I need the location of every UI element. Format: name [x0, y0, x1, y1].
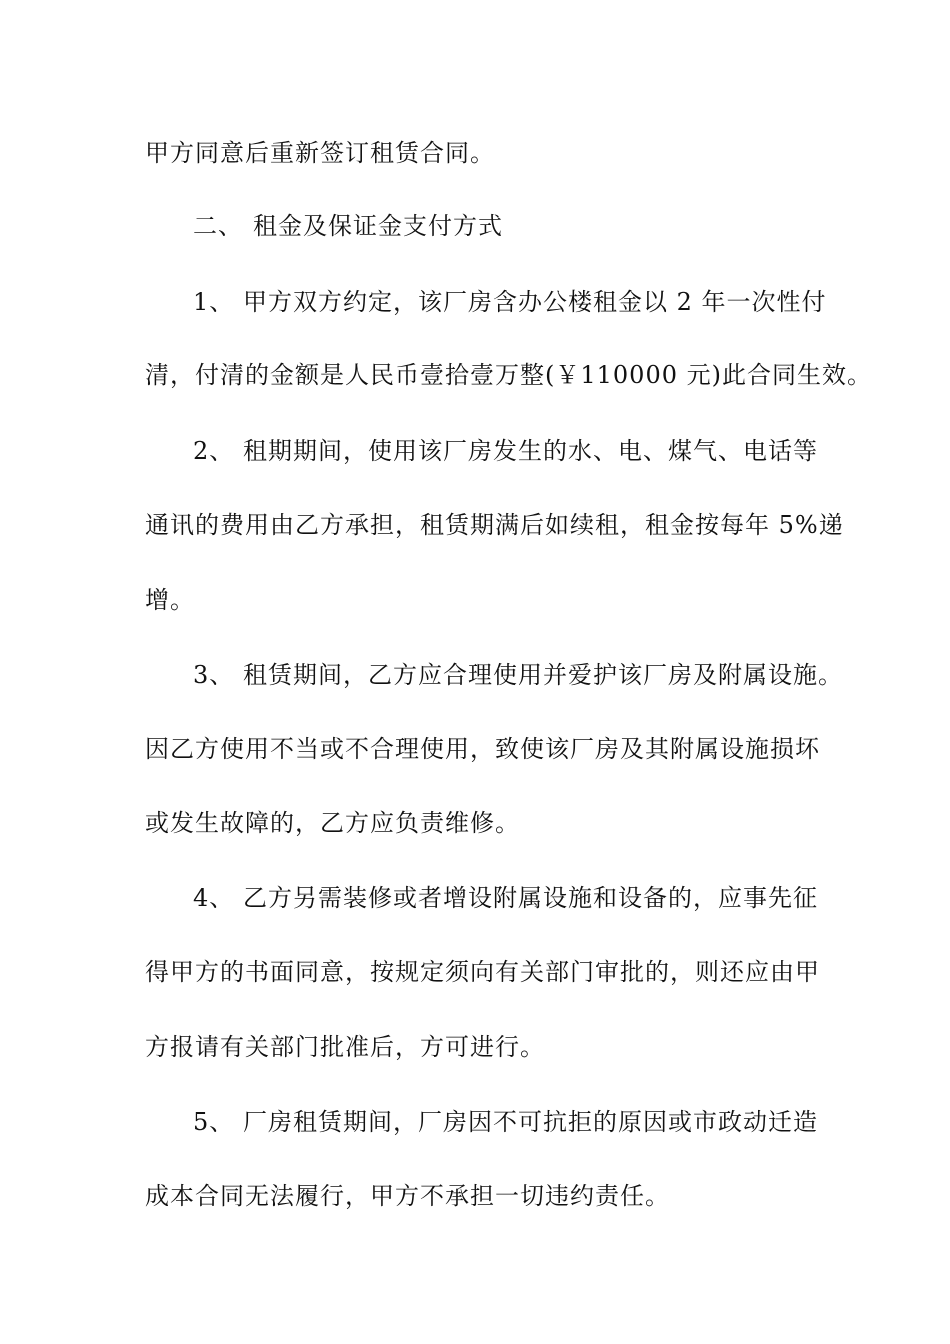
section-heading — [193, 210, 503, 242]
clause-3-line-1: 3、 租赁期间，乙方应合理使用并爱护该厂房及附属设施。 — [193, 661, 843, 689]
clause-3-number: 3、 — [193, 661, 235, 689]
clause-3-line-2: 因乙方使用不当或不合理使用，致使该厂房及其附属设施损坏 — [145, 735, 820, 763]
clause-2-number: 2、 — [193, 437, 235, 465]
clause-1-line-1: 1、 甲方双方约定，该厂房含办公楼租金以 2 年一次性付 — [193, 288, 827, 316]
clause-5-line-1: 5、 厂房租赁期间，厂房因不可抗拒的原因或市政动迁造 — [193, 1108, 818, 1136]
clause-1-line-2: 清，付清的金额是人民币壹拾壹万整(￥110000 元)此合同生效。 — [145, 361, 872, 389]
clause-1-number: 1、 — [193, 288, 235, 316]
clause-2-line-1: 2、 租期期间，使用该厂房发生的水、电、煤气、电话等 — [193, 437, 818, 465]
clause-5-number: 5、 — [193, 1108, 235, 1136]
clause-4-number: 4、 — [193, 884, 235, 912]
clause-2-line-3: 增。 — [145, 586, 195, 614]
clause-4-line-2: 得甲方的书面同意，按规定须向有关部门审批的，则还应由甲 — [145, 958, 820, 986]
continuation-text: 甲方同意后重新签订租赁合同。 — [145, 139, 495, 167]
clause-2-line-2: 通讯的费用由乙方承担，租赁期满后如续租，租金按每年 5%递 — [145, 511, 844, 539]
clause-3-line-3: 或发生故障的，乙方应负责维修。 — [145, 809, 520, 837]
clause-4-line-1: 4、 乙方另需装修或者增设附属设施和设备的，应事先征 — [193, 884, 818, 912]
clause-5-line-2: 成本合同无法履行，甲方不承担一切违约责任。 — [145, 1182, 670, 1210]
section-number: 二、 — [193, 212, 243, 240]
section-title: 租金及保证金支付方式 — [253, 212, 503, 240]
clause-4-line-3: 方报请有关部门批准后，方可进行。 — [145, 1033, 545, 1061]
